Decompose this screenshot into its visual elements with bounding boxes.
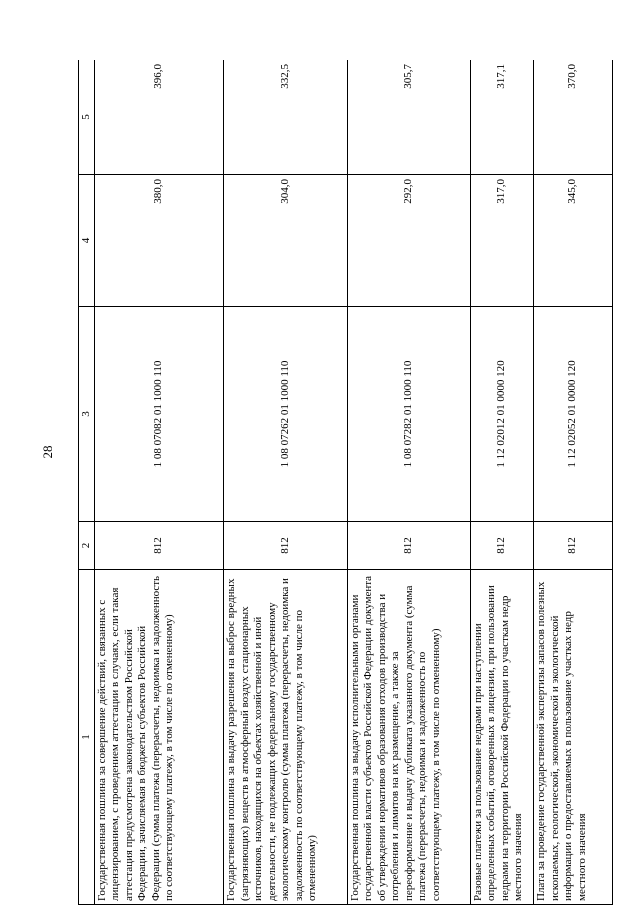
row-code-cell: 1 12 02052 01 0000 120 xyxy=(534,307,613,522)
row-value-col5: 332,5 xyxy=(224,60,348,175)
table-row xyxy=(224,60,348,905)
header-row xyxy=(79,60,95,905)
row-admin-cell: 812 xyxy=(347,522,470,570)
row-value-col5: 396,0 xyxy=(94,60,223,175)
row-value-col5: 370,0 xyxy=(534,60,613,175)
row-code-cell: 1 08 07262 01 1000 110 xyxy=(224,307,348,522)
table-row xyxy=(94,60,223,905)
revenue-table xyxy=(78,60,613,905)
table-row xyxy=(534,60,613,905)
row-name-cell: Разовые платежи за пользование недрами при наступлении определенных событий, оговоренных в лицензии, при пользовании недрами на территории Российской Федерации по участкам недр местного значения xyxy=(470,570,534,905)
row-admin-cell: 812 xyxy=(224,522,348,570)
row-name-cell: Государственная пошлина за выдачу исполнительными органами государственной власти субъектов Российской Федерации документа об утверждении нормативов образования отходов производства и потребления и лимитов на их размещение, а также за переоформление и выдачу дубликата указанного документа (сумма платежа (перерасчеты, недоимка и задолженность по соответствующему платежу, в том числе по отмененному) xyxy=(347,570,470,905)
row-value-col4: 345,0 xyxy=(534,175,613,307)
page-number: 28 xyxy=(40,445,55,459)
row-name-cell: Плата за проведение государственной экспертизы запасов полезных ископаемых, геологической, экономической и экологической информации о предоставляемых в пользование участках недр местного значения xyxy=(534,570,613,905)
header-cell-5: 5 xyxy=(79,60,95,175)
row-admin-cell: 812 xyxy=(94,522,223,570)
table-row xyxy=(470,60,534,905)
row-code-cell: 1 12 02012 01 0000 120 xyxy=(470,307,534,522)
row-name-cell: Государственная пошлина за совершение действий, связанных с лицензированием, с проведением аттестации в случаях, если такая аттестация предусмотрена законодательством Российской Федерации, зачисляемая в бюджеты субъектов Российской Федерации (сумма платежа (перерасчеты, недоимка и задолженность по соответствующему платежу, в том числе по отмененному) xyxy=(94,570,223,905)
row-value-col4: 292,0 xyxy=(347,175,470,307)
rotated-table-container xyxy=(78,60,613,905)
row-name-cell: Государственная пошлина за выдачу разрешения на выброс вредных (загрязняющих) веществ в атмосферный воздух стационарных источников, находящихся на объектах хозяйственной и иной деятельности, не подлежащих федеральному государственному экологическому контролю (сумма платежа (перерасчеты, недоимка и задолженность по соответствующему платежу, в том числе по отмененному) xyxy=(224,570,348,905)
table-row xyxy=(347,60,470,905)
row-value-col5: 305,7 xyxy=(347,60,470,175)
row-value-col5: 317,1 xyxy=(470,60,534,175)
header-cell-2: 2 xyxy=(79,522,95,570)
row-value-col4: 304,0 xyxy=(224,175,348,307)
row-value-col4: 380,0 xyxy=(94,175,223,307)
row-code-cell: 1 08 07082 01 1000 110 xyxy=(94,307,223,522)
rotated-page-area xyxy=(78,60,613,905)
header-cell-4: 4 xyxy=(79,175,95,307)
row-admin-cell: 812 xyxy=(470,522,534,570)
row-code-cell: 1 08 07282 01 1000 110 xyxy=(347,307,470,522)
row-admin-cell: 812 xyxy=(534,522,613,570)
header-cell-3: 3 xyxy=(79,307,95,522)
row-value-col4: 317,0 xyxy=(470,175,534,307)
header-cell-1: 1 xyxy=(79,570,95,905)
